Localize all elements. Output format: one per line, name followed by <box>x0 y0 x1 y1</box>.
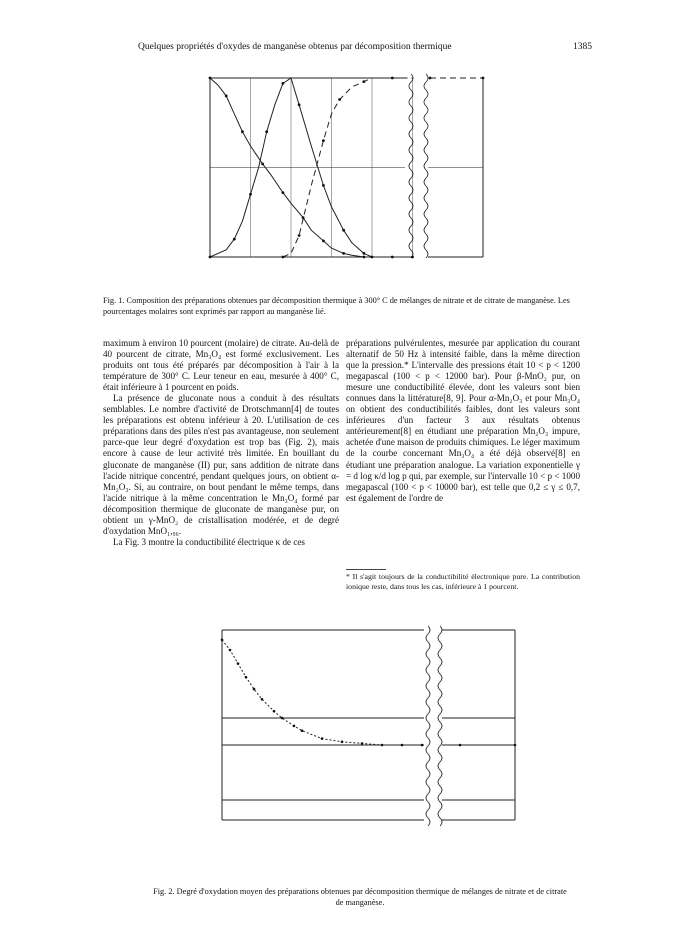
fig1-data-point-s0 <box>261 163 264 166</box>
footnote-rule <box>346 569 386 570</box>
fig1-data-point-s0 <box>411 256 414 259</box>
fig2-data-point <box>221 639 224 642</box>
fig2-data-point <box>514 744 517 747</box>
fig1-data-point-s2 <box>363 80 366 83</box>
fig2-data-point <box>361 742 364 745</box>
fig1-data-point-s2 <box>338 98 341 101</box>
fig1-data-point-s2 <box>391 77 394 80</box>
left-paragraph-1: maximum à environ 10 pourcent (molaire) de citrate. Au-delà de 40 pourcent de citrate, Mn₃O₄ est formé exclusivement. Les produits ont tous été préparés par décomposition à l'air à la température de 300° C. Leur teneur en eau, mesurée à 400° C, était inférieure à 1 pourcent en poids. <box>103 338 339 393</box>
right-paragraph-1: préparations pulvérulentes, mesurée par application du courant alternatif de 50 Hz à intensité faible, dans la même direction que la pression.* L'intervalle des pressions était 10 < p < 1200 megapascal (100 < p < 12000 bar). Pour β-MnO₂ pur, on mesure une conductibilité élevée, dont les valeurs sont bien connues dans la littérature[8, 9]. Pour α-Mn₂O₃ et pour Mn₃O₄ on obtient des conductibilités faibles, dont les valeurs sont inférieures d'un facteur 3 aux résultats obtenus antérieurement[8] en étudiant une préparation Mn₂O₃ impure, achetée d'une maison de produits chimiques. Le léger maximum de la courbe concernant Mn₃O₄ a été déjà observé[8] en étudiant une préparation analogue. La variation exponentielle γ = d log κ/d log p qui, par exemple, sur l'intervalle 10 < p < 1000 megapascal (100 < p < 10000 bar), est telle que 0,2 ≤ γ ≤ 0,7, est également de l'ordre de <box>346 338 580 503</box>
fig1-data-point-s0 <box>241 130 244 133</box>
fig2-data-point <box>459 744 462 747</box>
fig2-data-point <box>281 717 284 720</box>
fig1-data-point-s1 <box>371 256 374 259</box>
figure-2-caption-text: Degré d'oxydation moyen des préparations obtenues par décomposition thermique de mélanges de nitrate et de citrate de manganèse. <box>176 887 567 907</box>
fig1-data-point-s0 <box>225 95 228 98</box>
fig1-data-point-s0 <box>391 256 394 259</box>
fig2-axis-break-right <box>438 626 442 826</box>
fig1-data-point-s1 <box>209 256 212 259</box>
fig1-axis-break-right <box>424 74 428 258</box>
fig2-data-point <box>273 710 276 713</box>
fig1-data-point-s1 <box>342 229 345 232</box>
fig1-data-point-s2 <box>429 77 432 80</box>
fig1-data-point-s0 <box>363 256 366 259</box>
fig2-series-line <box>222 640 515 745</box>
fig1-data-point-s2 <box>322 139 325 142</box>
figure-2-caption <box>150 887 570 908</box>
fig1-data-point-s1 <box>249 193 252 196</box>
figure-1-caption <box>103 296 579 317</box>
fig1-data-point-s2 <box>482 77 485 80</box>
page-number: 1385 <box>573 42 592 52</box>
fig1-data-point-s1 <box>282 82 285 85</box>
fig2-data-point <box>401 744 404 747</box>
fig2-data-point <box>253 688 256 691</box>
fig2-data-point <box>245 676 248 679</box>
fig1-data-point-s1 <box>322 184 325 187</box>
right-text-column <box>346 338 580 504</box>
fig1-data-point-s0 <box>209 77 212 80</box>
fig1-data-point-s1 <box>363 252 366 255</box>
fig2-data-point <box>341 741 344 744</box>
fig2-data-point <box>321 737 324 740</box>
fig2-data-point <box>261 698 264 701</box>
left-paragraph-2: La présence de gluconate nous a conduit à des résultats semblables. Le nombre d'activité de Drotschmann[4] de toutes les préparations est obtenu inférieur à 20. L'utilisation de ces préparations dans des piles n'est pas avantageuse, non seulement parce-que leur degré d'oxydation est trop bas (Fig. 2), mais encore à cause de leur activité très limitée. En bouillant du gluconate de manganèse (II) pur, sans addition de nitrate dans l'acide nitrique concentré, pendant quelques jours, on obtient α-Mn₂O₃. Si, au contraire, on bout pendant le même temps, dans l'acide nitrique à la même concentration le Mn₃O₄ formé par décomposition thermique de gluconate de manganèse pur, on obtient un γ-MnO₂ de cristallisation modérée, et de degré d'oxydation MnO₁,₉₆. <box>103 393 339 536</box>
fig2-data-point <box>293 725 296 728</box>
left-paragraph-3: La Fig. 3 montre la conductibilité électrique κ de ces <box>113 536 305 547</box>
left-text-column <box>103 338 339 548</box>
fig1-data-point-s2 <box>298 234 301 237</box>
figure-2-caption-label: Fig. 2. <box>153 887 175 896</box>
running-title: Quelques propriétés d'oxydes de manganèse obtenus par décomposition thermique <box>138 42 452 52</box>
fig1-data-point-s2 <box>282 256 285 259</box>
fig2-data-point <box>381 744 384 747</box>
fig1-data-point-s0 <box>322 240 325 243</box>
fig1-data-point-s1 <box>265 130 268 133</box>
fig1-data-point-s1 <box>233 238 236 241</box>
fig1-data-point-s0 <box>342 252 345 255</box>
fig2-data-point <box>237 662 240 665</box>
figure-1-caption-text: Composition des préparations obtenues par décomposition thermique à 300° C de mélanges de nitrate et de citrate de manganèse. Les pourcentages molaires sont exprimés par rapport au manganèse lié. <box>103 296 570 316</box>
fig2-axis-break-left <box>426 626 430 826</box>
figure-1-caption-label: Fig. 1. <box>103 296 125 305</box>
fig2-data-point <box>421 744 424 747</box>
figure-1-chart <box>0 0 680 300</box>
footnote: * Il s'agit toujours de la conductibilité électronique pure. La contribution ionique reste, dans tous les cas, inférieure à 1 pourcent. <box>346 572 580 591</box>
fig1-data-point-s1 <box>298 103 301 106</box>
fig2-data-point <box>301 729 304 732</box>
fig1-data-point-s0 <box>282 191 285 194</box>
fig2-data-point <box>229 649 232 652</box>
